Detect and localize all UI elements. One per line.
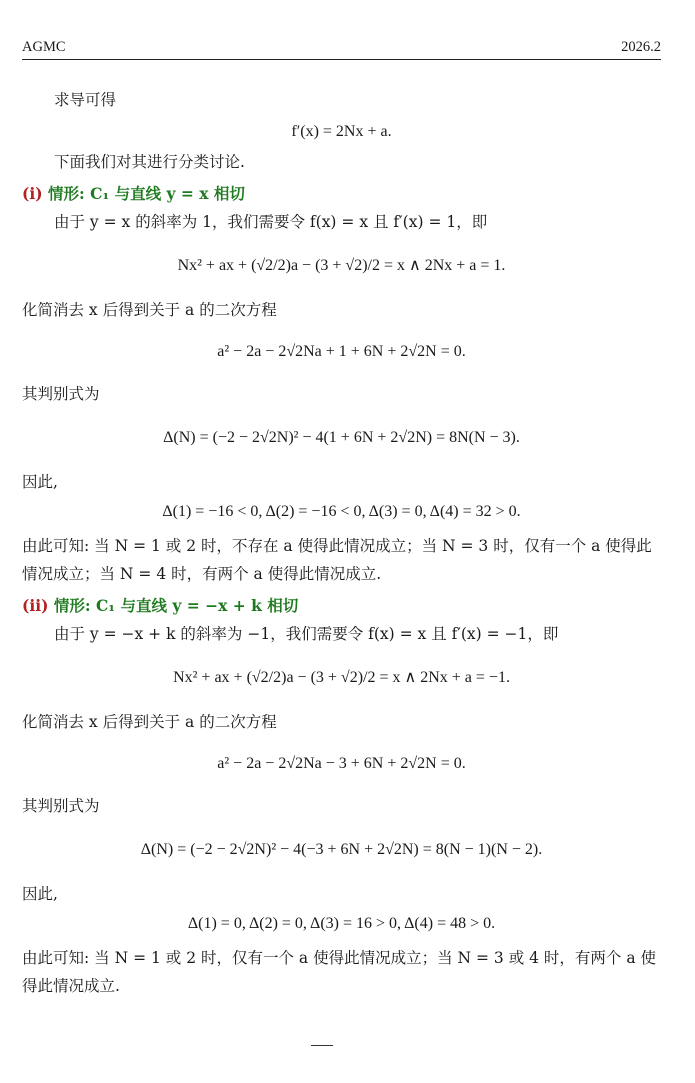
header-left: AGMC (22, 39, 66, 55)
paragraph: 因此, (22, 885, 58, 903)
case-heading (22, 180, 661, 208)
page-content (22, 86, 661, 1000)
equation: a² − 2a − 2√2Na + 1 + 6N + 2√2N = 0. (217, 343, 466, 360)
case-label: (ii) (22, 596, 54, 615)
paragraph: 由于 y = x 的斜率为 1，我们需要令 f(x) = x 且 f′(x) = 1，即 (54, 213, 488, 231)
case-label: (i) (22, 184, 48, 203)
paragraph: 其判别式为 (22, 797, 100, 815)
paragraph: 由于 y = −x + k 的斜率为 −1，我们需要令 f(x) = x 且 f′(x) = −1，即 (54, 625, 559, 643)
paragraph: 求导可得 (54, 91, 117, 109)
equation: Δ(1) = −16 < 0, Δ(2) = −16 < 0, Δ(3) = 0, Δ(4) = 32 > 0. (162, 503, 521, 520)
equation: f′(x) = 2Nx + a. (291, 123, 392, 140)
paragraph: 由此可知: 当 N = 1 或 2 时，不存在 a 使得此情况成立；当 N = 3 时，仅有一个 a 使得此情况成立；当 N = 4 时，有两个 a 使得此情况成立. (22, 537, 652, 583)
header-right: 2026.2 (621, 39, 661, 55)
paragraph: 下面我们对其进行分类讨论. (54, 153, 245, 171)
page-number-mark (311, 1045, 333, 1046)
page-header (22, 36, 661, 60)
equation: Δ(1) = 0, Δ(2) = 0, Δ(3) = 16 > 0, Δ(4) = 48 > 0. (187, 915, 496, 932)
paragraph: 化简消去 x 后得到关于 a 的二次方程 (22, 713, 277, 731)
equation: a² − 2a − 2√2Na − 3 + 6N + 2√2N = 0. (217, 755, 466, 772)
case-heading (22, 592, 661, 620)
equation: Δ(N) = (−2 − 2√2N)² − 4(1 + 6N + 2√2N) = 8N(N − 3). (163, 429, 520, 446)
case-title: 情形: C₁ 与直线 y = x 相切 (47, 184, 245, 203)
case-title: 情形: C₁ 与直线 y = −x + k 相切 (53, 596, 299, 615)
equation: Nx² + ax + (√2/2)a − (3 + √2)/2 = x ∧ 2Nx + a = −1. (173, 669, 510, 686)
equation: Δ(N) = (−2 − 2√2N)² − 4(−3 + 6N + 2√2N) = 8(N − 1)(N − 2). (140, 841, 543, 858)
paragraph: 化简消去 x 后得到关于 a 的二次方程 (22, 301, 277, 319)
paragraph: 因此, (22, 473, 58, 491)
equation: Nx² + ax + (√2/2)a − (3 + √2)/2 = x ∧ 2Nx + a = 1. (177, 257, 506, 274)
paragraph: 由此可知: 当 N = 1 或 2 时，仅有一个 a 使得此情况成立；当 N = 3 或 4 时，有两个 a 使得此情况成立. (22, 949, 657, 995)
paragraph: 其判别式为 (22, 385, 100, 403)
